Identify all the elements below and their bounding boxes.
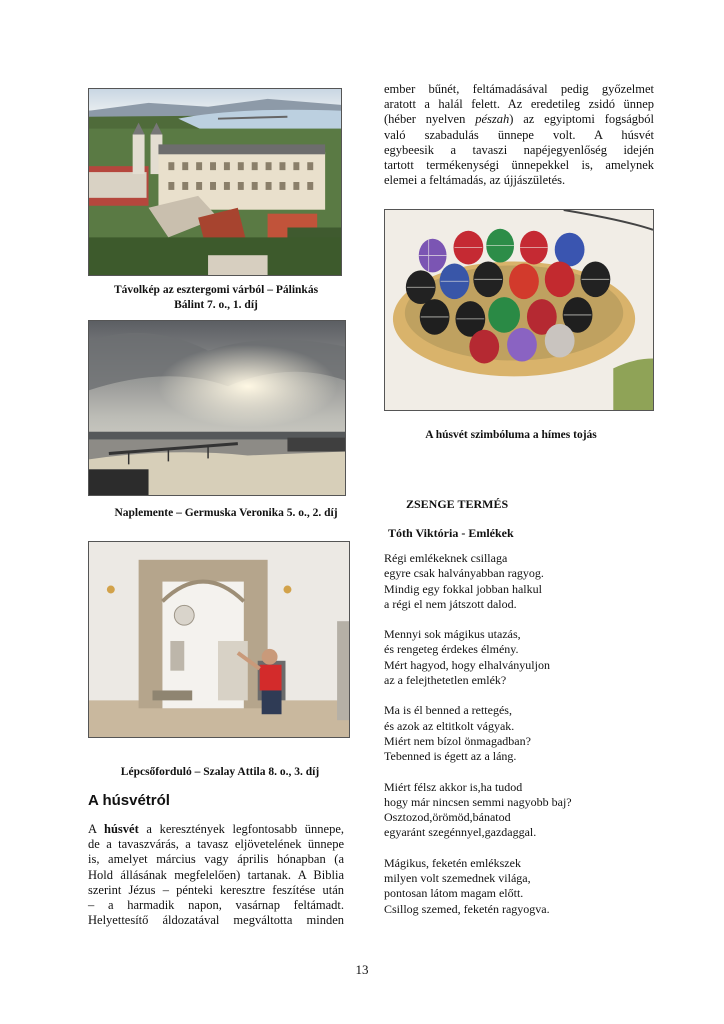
poem-line: Ma is él benned a rettegés, <box>384 703 512 718</box>
photo-esztergom-caption: Távolkép az esztergomi várból – Pálinkás Bálint 7. o., 1. díj <box>113 284 319 311</box>
photo-esztergom <box>88 88 342 276</box>
photo-staircase-caption: Lépcsőforduló – Szalay Attila 8. o., 3. díj <box>120 766 320 778</box>
article-lead-bold: húsvét <box>104 822 139 836</box>
article-col2-line: tartott termékenységi ünnepekkel is, amelynek <box>384 158 654 173</box>
article-col2-line: való szabadulás ünnepe volt. A húsvét <box>384 127 654 142</box>
page-number: 13 <box>355 962 369 977</box>
photo-sunset-caption: Naplemente – Germuska Veronika 5. o., 2. díj <box>114 507 338 519</box>
poem-line: és rengeteg érdekes élmény. <box>384 642 519 657</box>
photo-sunset <box>88 320 346 496</box>
article-col2 <box>384 82 654 188</box>
article-col2-line: (héber nyelven pészah) az egyiptomi fogságból <box>384 112 654 127</box>
poem-line: Régi emlékeknek csillaga <box>384 551 508 565</box>
poem-line: Miért félsz akkor is,ha tudod <box>384 779 523 794</box>
poem-line: milyen volt szemednek világa, <box>384 871 531 886</box>
poem-line: Mennyi sok mágikus utazás, <box>384 627 521 642</box>
poem-stanza <box>384 703 664 764</box>
article-col1-line: is, amelyet március vagy április hónapban (a <box>88 852 344 867</box>
poem-line: Mért hagyod, hogy elhalványuljon <box>384 657 550 672</box>
article-col2-line: aratott a halál felett. Az eredetileg zsidó ünnep <box>384 97 654 112</box>
photo-staircase <box>88 541 350 738</box>
article-col2-line: egybeesik a tavaszi napéjegyenlőség idején <box>384 142 654 157</box>
poem-line: az a felejthetetlen emlék? <box>384 673 507 688</box>
poem-line: egyre csak halványabban ragyog. <box>384 566 544 581</box>
poem-line: Miért nem bízol önmagadban? <box>384 733 531 748</box>
article-col1-line: szerint Jézus – pénteki keresztre feszítése után <box>88 882 344 897</box>
poem-line: Osztozod,örömöd,bánatod <box>384 810 511 825</box>
article-col2-line: ember bűnét, feltámadásával pedig győzelmet <box>384 82 654 96</box>
poem-line: Tebenned is égett az a láng. <box>384 749 517 764</box>
poem-line: pontosan látom magam előtt. <box>384 886 524 901</box>
poem-line: hogy már nincsen semmi nagyobb baj? <box>384 794 572 809</box>
photo-eggs <box>384 209 654 411</box>
article-col2-line: elemei a feltámadás, az újjászületés. <box>384 173 566 188</box>
poem-stanza <box>384 780 664 841</box>
article-col1-line: Hold állásának megfelelően) tartanak. A Biblia <box>88 867 344 882</box>
poem-line: a régi el nem játszott dalod. <box>384 596 517 611</box>
poem-line: Mindig egy fokkal jobban halkul <box>384 581 542 596</box>
poem-title: Tóth Viktória - Emlékek <box>388 526 514 540</box>
article-col1-line: de a tavaszvárás, a tavasz eljövetelének ünnepe <box>88 837 344 852</box>
section-title: ZSENGE TERMÉS <box>406 497 509 511</box>
poem-line: Csillog szemed, feketén ragyogva. <box>384 901 550 916</box>
poem-body <box>384 551 664 932</box>
poem-stanza <box>384 856 664 917</box>
poem-line: Mágikus, feketén emlékszek <box>384 855 521 870</box>
photo-eggs-caption: A húsvét szimbóluma a hímes tojás <box>425 429 597 441</box>
pesah-term: pészah <box>475 112 510 127</box>
poem-line: és azok az eltitkolt vágyak. <box>384 718 515 733</box>
article-col1 <box>88 822 344 928</box>
poem-stanza <box>384 627 664 688</box>
poem-stanza <box>384 551 664 612</box>
article-title: A húsvétról <box>88 792 170 809</box>
poem-line: egyaránt szegénnyel,gazdaggal. <box>384 825 537 840</box>
article-col1-line: A húsvét a keresztények legfontosabb ünnepe, <box>88 822 344 836</box>
article-col1-line: Helyettesítő áldozatával megváltotta minden <box>88 913 344 928</box>
article-col1-line: – a harmadik napon, vasárnap feltámadt. <box>88 898 344 913</box>
